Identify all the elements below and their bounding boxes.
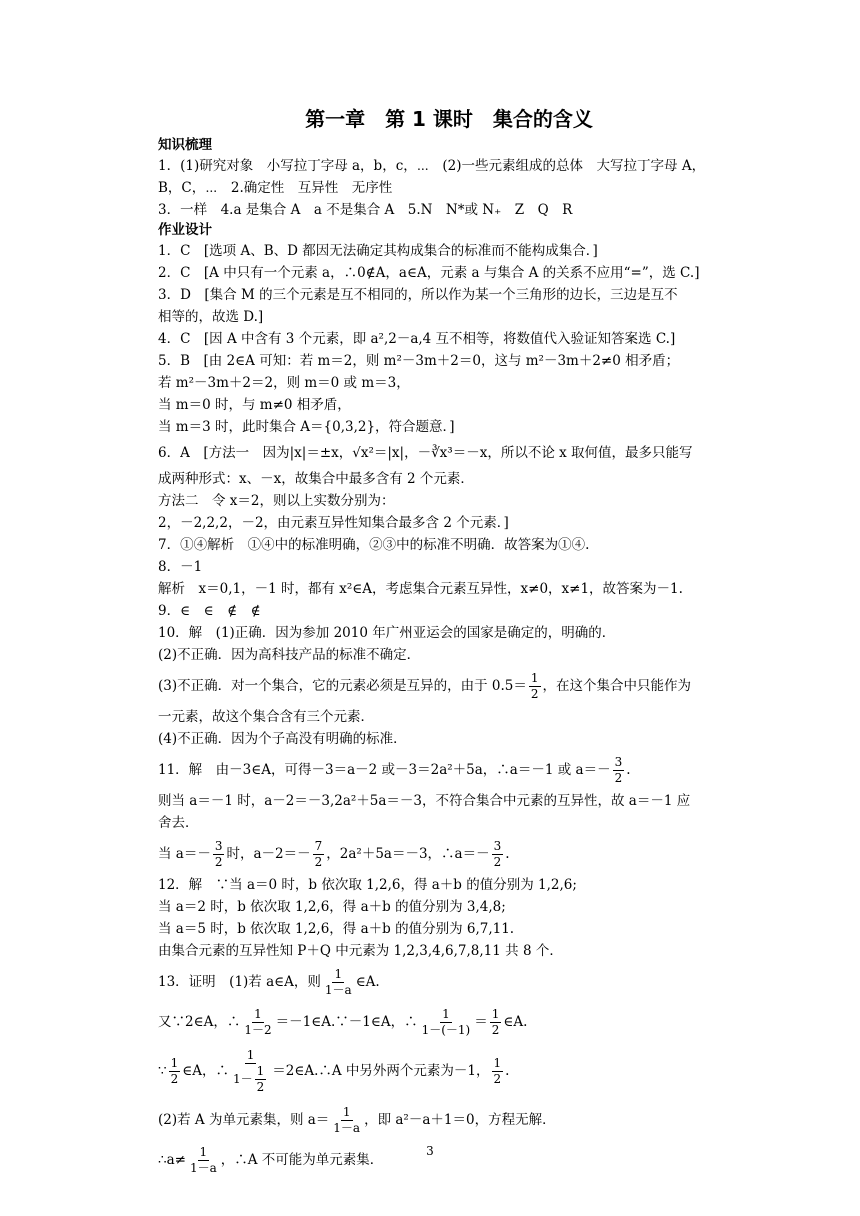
fraction-denominator: 1－a <box>324 982 352 997</box>
answer-11-line-4-text-c: ，2a²＋5a＝－3，∴a＝－ <box>326 846 490 862</box>
answer-6-line-2: 成两种形式：x、－x，故集合中最多含有 2 个元素． <box>158 471 474 487</box>
fraction-three-halves <box>213 839 225 870</box>
answer-10-line-5: (4)不正确．因为个子高没有明确的标准． <box>158 731 407 747</box>
answer-13-line-3-text-c: ＝2∈A.∴A 中另外两个元素为－1， <box>272 1063 490 1079</box>
fraction-denominator: 2 <box>314 854 323 869</box>
answer-5-line-1: 5．B [由 2∈A 可知：若 m＝2，则 m²－3m＋2＝0，这与 m²－3m＋2≠0 相矛盾； <box>158 353 680 369</box>
fraction-numerator: 3 <box>214 838 223 853</box>
section-heading-homework: 作业设计 <box>158 222 212 238</box>
answer-3-line-1: 3．D [集合 M 的三个元素是互不相同的，所以作为某一个三角形的边长，三边是互不 <box>158 287 678 303</box>
fraction-denominator: 1－(－1) <box>421 1022 471 1037</box>
answer-13-line-4 <box>158 1100 740 1140</box>
answer-12-line-3: 当 a＝5 时，b 依次取 1,2,6，得 a＋b 的值分别为 6,7,11. <box>158 921 515 937</box>
fraction-one-half <box>490 1007 502 1038</box>
answer-3-line-2: 相等的，故选 D.] <box>158 309 264 325</box>
answer-8-analysis: 解析 x＝0,1，－1 时，都有 x²∈A，考虑集合元素互异性，x≠0，x≠1，故答案为－1. <box>158 581 683 597</box>
fraction-denominator: 2 <box>493 1071 502 1086</box>
fraction-three-halves <box>492 839 504 870</box>
fraction-denominator <box>231 1064 270 1095</box>
answer-10-line-3-text-a: (3)不正确．对一个集合，它的元素必须是互异的，由于 0.5＝ <box>158 678 527 694</box>
page-number: 3 <box>426 1144 434 1158</box>
fraction-seven-halves <box>313 839 325 870</box>
period: . <box>626 762 631 778</box>
answer-13-line-1-text-b: ∈A. <box>355 974 380 990</box>
answer-11-line-1 <box>158 750 740 790</box>
answer-13-line-3-text-a: ∵ <box>158 1063 167 1079</box>
answer-11-line-4-text-b: 时，a－2＝－ <box>226 846 311 862</box>
fraction-one-half <box>529 671 541 702</box>
answer-6-line-4: 2，－2,2,2，－2，由元素互异性知集合最多含 2 个元素．] <box>158 515 509 531</box>
fraction-numerator: 1 <box>246 1047 255 1062</box>
answer-9: 9．∈ ∈ ∉ ∉ <box>158 603 261 619</box>
answer-13-line-2-text-a: 又∵2∈A，∴ <box>158 1014 241 1030</box>
answer-13-line-4-text-a: (2)若 A 为单元素集，则 a＝ <box>158 1112 330 1128</box>
fraction-numerator: 7 <box>314 838 323 853</box>
fraction-one-over-one-minus-neg-one <box>420 1007 473 1038</box>
fraction-numerator: 1 <box>256 1063 265 1078</box>
answer-7: 7．①④解析 ①④中的标准明确，②③中的标准不明确．故答案为①④. <box>158 537 590 553</box>
answer-10-line-3-text-b: ，在这个集合中只能作为 <box>542 678 692 694</box>
answer-11-line-2: 则当 a＝－1 时，a－2＝－3,2a²＋5a＝－3，不符合集合中元素的互异性，故 a＝－1 应 <box>158 793 691 809</box>
period: . <box>505 1063 510 1079</box>
answer-13-line-2-text-d: ∈A. <box>503 1014 528 1030</box>
answer-11-line-3: 舍去． <box>158 815 199 831</box>
answer-5-line-3: 当 m＝0 时，与 m≠0 相矛盾， <box>158 397 351 413</box>
fraction-one-half <box>492 1056 504 1087</box>
answer-2: 2．C [A 中只有一个元素 a，∴0∉A，a∈A，元素 a 与集合 A 的关系不应用“=”，选 C.] <box>158 265 700 281</box>
fraction-denominator: 1－2 <box>244 1022 272 1037</box>
answer-12-line-4: 由集合元素的互异性知 P＋Q 中元素为 1,2,3,4,6,7,8,11 共 8 个． <box>158 943 563 959</box>
fraction-numerator: 1 <box>334 966 343 981</box>
fraction-numerator: 1 <box>342 1104 351 1119</box>
fraction-numerator: 1 <box>170 1055 179 1070</box>
fraction-denominator: 2 <box>530 686 539 701</box>
answer-13-line-2-text-b: ＝－1∈A.∵－1∈A，∴ <box>275 1014 418 1030</box>
answer-13-line-2 <box>158 1002 740 1042</box>
knowledge-line-2: B，C，⋯ 2.确定性 互异性 无序性 <box>158 180 393 196</box>
fraction-numerator: 3 <box>614 754 623 769</box>
fraction-denominator: 2 <box>170 1071 179 1086</box>
fraction-denominator: 2 <box>614 770 623 785</box>
answer-11-line-4-text-a: 当 a＝－ <box>158 846 211 862</box>
fraction-one-over-one-minus-two <box>242 1007 273 1038</box>
fraction-denominator: 2 <box>256 1079 265 1094</box>
period: . <box>505 846 510 862</box>
fraction-denominator: 1－a <box>189 1160 217 1175</box>
fraction-denominator: 2 <box>214 854 223 869</box>
answer-6-line-1: 6．A [方法一 因为|x|＝±x，√x²＝|x|，－∛x³＝－x，所以不论 x 取何值，最多只能写 <box>158 445 693 461</box>
answer-11-line-4 <box>158 834 740 874</box>
answer-13-line-5-text-b: ，∴A 不可能为单元素集． <box>220 1152 384 1168</box>
fraction-numerator: 1 <box>442 1006 450 1021</box>
fraction-numerator: 1 <box>530 670 539 685</box>
answer-13-line-2-text-c: ＝ <box>474 1014 488 1030</box>
fraction-numerator: 1 <box>493 1055 502 1070</box>
answer-4: 4．C [因 A 中含有 3 个元素，即 a²,2－a,4 互不相等，将数值代入验证知答案选 C.] <box>158 331 676 347</box>
fraction-denominator: 2 <box>493 854 502 869</box>
answer-6-line-3: 方法二 令 x＝2，则以上实数分别为： <box>158 493 395 509</box>
answer-13-line-4-text-b: ，即 a²－a＋1＝0，方程无解． <box>364 1112 556 1128</box>
fraction-nested <box>231 1048 270 1095</box>
fraction-one-half <box>169 1056 181 1087</box>
answer-13-line-3-text-b: ∈A，∴ <box>182 1063 229 1079</box>
section-heading-knowledge: 知识梳理 <box>158 137 212 153</box>
answer-13-line-5-text-a: ∴a≠ <box>158 1152 186 1168</box>
answer-13-line-3 <box>158 1042 740 1100</box>
answer-5-line-2: 若 m²－3m＋2＝2，则 m＝0 或 m＝3， <box>158 375 410 391</box>
answer-5-line-4: 当 m＝3 时，此时集合 A＝{0,3,2}，符合题意．] <box>158 419 455 435</box>
knowledge-line-1: 1．(1)研究对象 小写拉丁字母 a，b，c，⋯ (2)一些元素组成的总体 大写拉丁字母 A， <box>158 158 706 174</box>
nested-denominator-prefix: 1－ <box>232 1071 253 1086</box>
fraction-numerator: 1 <box>254 1006 262 1021</box>
answer-1: 1．C [选项 A、B、D 都因无法确定其构成集合的标准而不能构成集合．] <box>158 243 598 259</box>
fraction-one-over-one-minus-a <box>331 1105 362 1136</box>
answer-12-line-1: 12．解 ∵当 a＝0 时，b 依次取 1,2,6，得 a＋b 的值分别为 1,2,6; <box>158 877 577 893</box>
fraction-one-over-one-minus-a <box>323 967 354 998</box>
answer-10-line-1: 10．解 (1)正确．因为参加 2010 年广州亚运会的国家是确定的，明确的． <box>158 625 616 641</box>
fraction-denominator: 2 <box>491 1022 500 1037</box>
fraction-numerator: 1 <box>199 1144 208 1159</box>
page-title: 第一章 第 1 课时 集合的含义 <box>305 107 593 131</box>
answer-8: 8．－1 <box>158 559 203 575</box>
answer-13-line-1-text-a: 13．证明 (1)若 a∈A，则 <box>158 974 321 990</box>
fraction-denominator: 1－a <box>333 1120 361 1135</box>
answer-10-line-3 <box>158 666 740 706</box>
fraction-one-half <box>255 1064 267 1095</box>
fraction-three-halves <box>613 755 625 786</box>
answer-10-line-2: (2)不正确．因为高科技产品的标准不确定． <box>158 647 421 663</box>
knowledge-line-3: 3．一样 4.a 是集合 A a 不是集合 A 5.N N*或 N₊ Z Q R <box>158 202 573 218</box>
answer-11-line-1-text: 11．解 由－3∈A，可得－3＝a－2 或－3＝2a²＋5a，∴a＝－1 或 a＝－ <box>158 762 611 778</box>
answer-12-line-2: 当 a＝2 时，b 依次取 1,2,6，得 a＋b 的值分别为 3,4,8; <box>158 899 506 915</box>
fraction-numerator: 1 <box>491 1006 500 1021</box>
answer-10-line-4: 一元素，故这个集合含有三个元素． <box>158 709 374 725</box>
fraction-numerator: 3 <box>493 838 502 853</box>
answer-13-line-1 <box>158 962 740 1002</box>
document-page <box>158 104 740 1180</box>
